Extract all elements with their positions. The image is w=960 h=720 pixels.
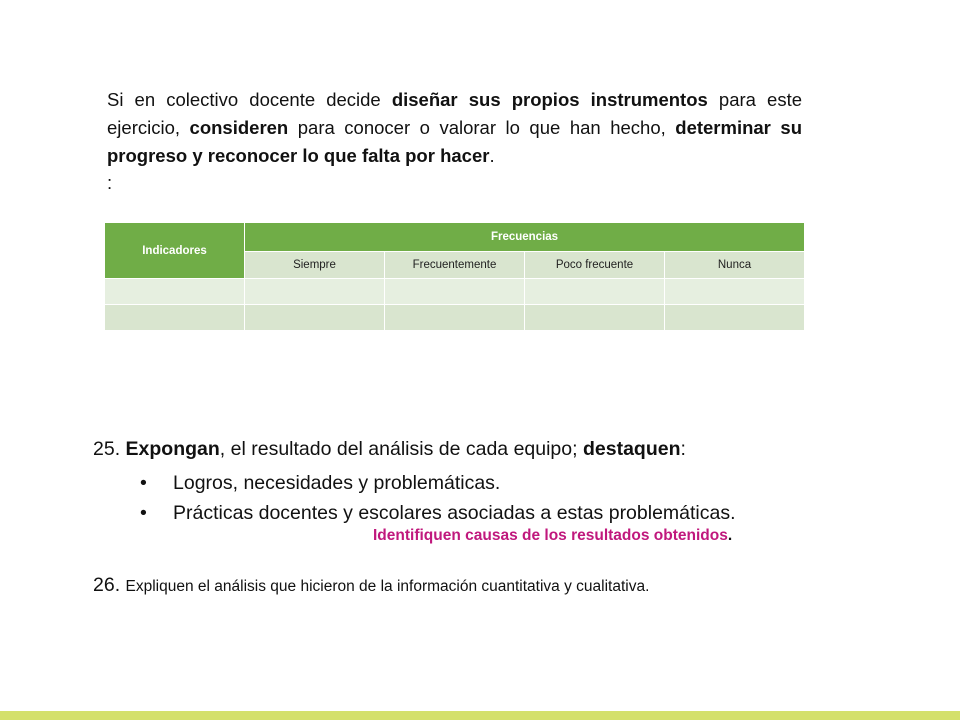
list-item	[140, 468, 736, 498]
bullet-icon: •	[140, 472, 147, 494]
list-item	[140, 498, 736, 528]
identify-causes-text: Identifiquen causas de los resultados obtenidos	[373, 527, 728, 544]
intro-text-3: para conocer o valorar lo que han hecho,	[288, 117, 676, 138]
item-25	[93, 438, 686, 461]
indicators-header: Indicadores	[105, 223, 245, 279]
table-cell[interactable]	[385, 279, 525, 305]
item-26-text: Expliquen el análisis que hicieron de la información cuantitativa y cualitativa.	[125, 578, 650, 595]
table-cell[interactable]	[105, 305, 245, 331]
table-cell[interactable]	[665, 279, 805, 305]
intro-text-2: para este ejercicio,	[107, 89, 802, 138]
item-25-bold-2: destaquen	[582, 438, 681, 460]
intro-bold-1: diseñar sus propios instrumentos	[391, 89, 708, 110]
item-25-bold-1: Expongan	[125, 438, 220, 460]
intro-bold-2: consideren	[189, 117, 289, 138]
identify-causes-period: .	[727, 527, 733, 544]
item-25-bullets	[140, 468, 736, 528]
table-cell[interactable]	[525, 305, 665, 331]
table-row	[105, 279, 805, 305]
table-cell[interactable]	[385, 305, 525, 331]
item-26-number: 26.	[93, 574, 126, 596]
column-nunca: Nunca	[665, 252, 805, 279]
column-siempre: Siempre	[245, 252, 385, 279]
item-26	[93, 574, 649, 597]
intro-text-1: Si en colectivo docente decide	[107, 89, 392, 110]
table-cell[interactable]	[665, 305, 805, 331]
footer-bar	[0, 711, 960, 720]
item-25-number: 25.	[93, 438, 126, 460]
intro-colon: :	[107, 172, 113, 193]
table-cell[interactable]	[245, 305, 385, 331]
table-row	[105, 305, 805, 331]
column-poco-frecuente: Poco frecuente	[525, 252, 665, 279]
item-25-text-2: :	[680, 438, 686, 460]
column-frecuentemente: Frecuentemente	[385, 252, 525, 279]
intro-bold-3: determinar su progreso y reconocer lo que falta por hacer	[107, 117, 802, 166]
identify-causes	[373, 527, 732, 545]
frequencies-header: Frecuencias	[245, 223, 805, 252]
bullet-text: Prácticas docentes y escolares asociadas a estas problemáticas.	[173, 502, 736, 524]
bullet-text: Logros, necesidades y problemáticas.	[173, 472, 501, 494]
table-cell[interactable]	[525, 279, 665, 305]
item-25-text-1: , el resultado del análisis de cada equipo;	[219, 438, 583, 460]
table-cell[interactable]	[105, 279, 245, 305]
bullet-icon: •	[140, 502, 147, 524]
frequency-table	[104, 222, 805, 331]
intro-text-4: .	[489, 145, 495, 166]
table-cell[interactable]	[245, 279, 385, 305]
intro-paragraph	[107, 86, 802, 170]
